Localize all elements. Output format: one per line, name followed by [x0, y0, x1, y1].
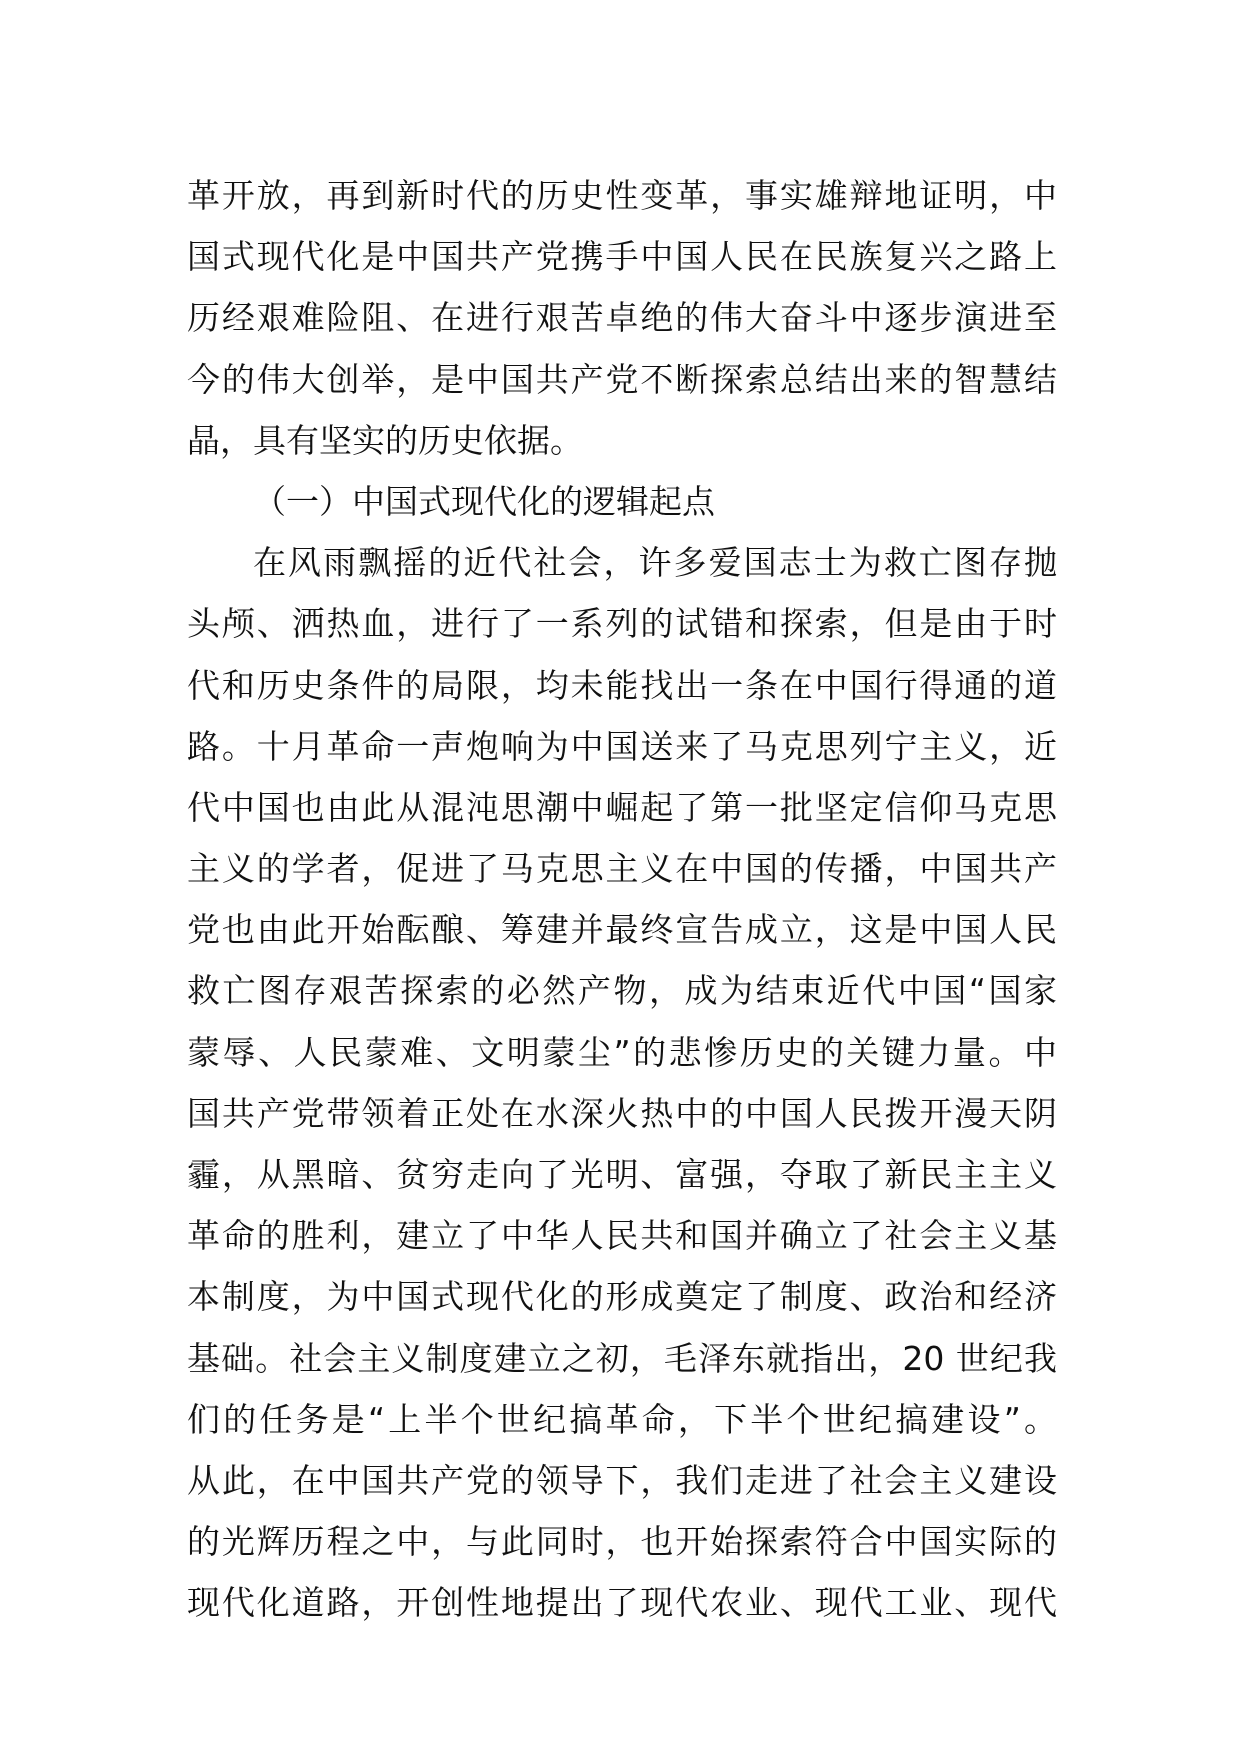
text-line: 国共产党带领着正处在水深火热中的中国人民拨开漫天阴 [187, 1093, 1057, 1133]
text-line: 头颅、洒热血，进行了一系列的试错和探索，但是由于时 [187, 604, 1057, 644]
text-line: 国式现代化是中国共产党携手中国人民在民族复兴之路上 [187, 237, 1057, 277]
text-line: 晶，具有坚实的历史依据。 [187, 420, 583, 460]
text-line: 革开放，再到新时代的历史性变革，事实雄辩地证明，中 [187, 176, 1057, 215]
text-line: 代和历史条件的局限，均未能找出一条在中国行得通的道 [187, 665, 1057, 705]
section-heading: （一）中国式现代化的逻辑起点 [253, 481, 715, 521]
text-line: 从此，在中国共产党的领导下，我们走进了社会主义建设 [187, 1460, 1057, 1500]
text-line: 救亡图存艰苦探索的必然产物，成为结束近代中国“国家 [187, 971, 1057, 1011]
text-line: 路。十月革命一声炮响为中国送来了马克思列宁主义，近 [187, 726, 1057, 766]
text-line: 基础。社会主义制度建立之初，毛泽东就指出，20 世纪我 [187, 1338, 1057, 1378]
paragraph-first-line: 在风雨飘摇的近代社会，许多爱国志士为救亡图存抛 [253, 543, 1057, 583]
text-line: 现代化道路，开创性地提出了现代农业、现代工业、现代 [187, 1583, 1057, 1623]
text-line: 本制度，为中国式现代化的形成奠定了制度、政治和经济 [187, 1277, 1057, 1317]
text-line: 主义的学者，促进了马克思主义在中国的传播，中国共产 [187, 849, 1057, 889]
text-line: 党也由此开始酝酿、筹建并最终宣告成立，这是中国人民 [187, 910, 1057, 950]
text-line: 代中国也由此从混沌思潮中崛起了第一批坚定信仰马克思 [187, 787, 1057, 827]
text-line: 的光辉历程之中，与此同时，也开始探索符合中国实际的 [187, 1522, 1057, 1562]
body-text [187, 165, 1057, 1634]
text-line: 今的伟大创举，是中国共产党不断探索总结出来的智慧结 [187, 359, 1057, 399]
text-line: 革命的胜利，建立了中华人民共和国并确立了社会主义基 [187, 1216, 1057, 1256]
text-line: 历经艰难险阻、在进行艰苦卓绝的伟大奋斗中逐步演进至 [187, 298, 1057, 338]
text-line: 们的任务是“上半个世纪搞革命，下半个世纪搞建设”。 [187, 1399, 1057, 1439]
text-line: 霾，从黑暗、贫穷走向了光明、富强，夺取了新民主主义 [187, 1155, 1057, 1194]
text-line: 蒙辱、人民蒙难、文明蒙尘”的悲惨历史的关键力量。中 [187, 1032, 1057, 1072]
